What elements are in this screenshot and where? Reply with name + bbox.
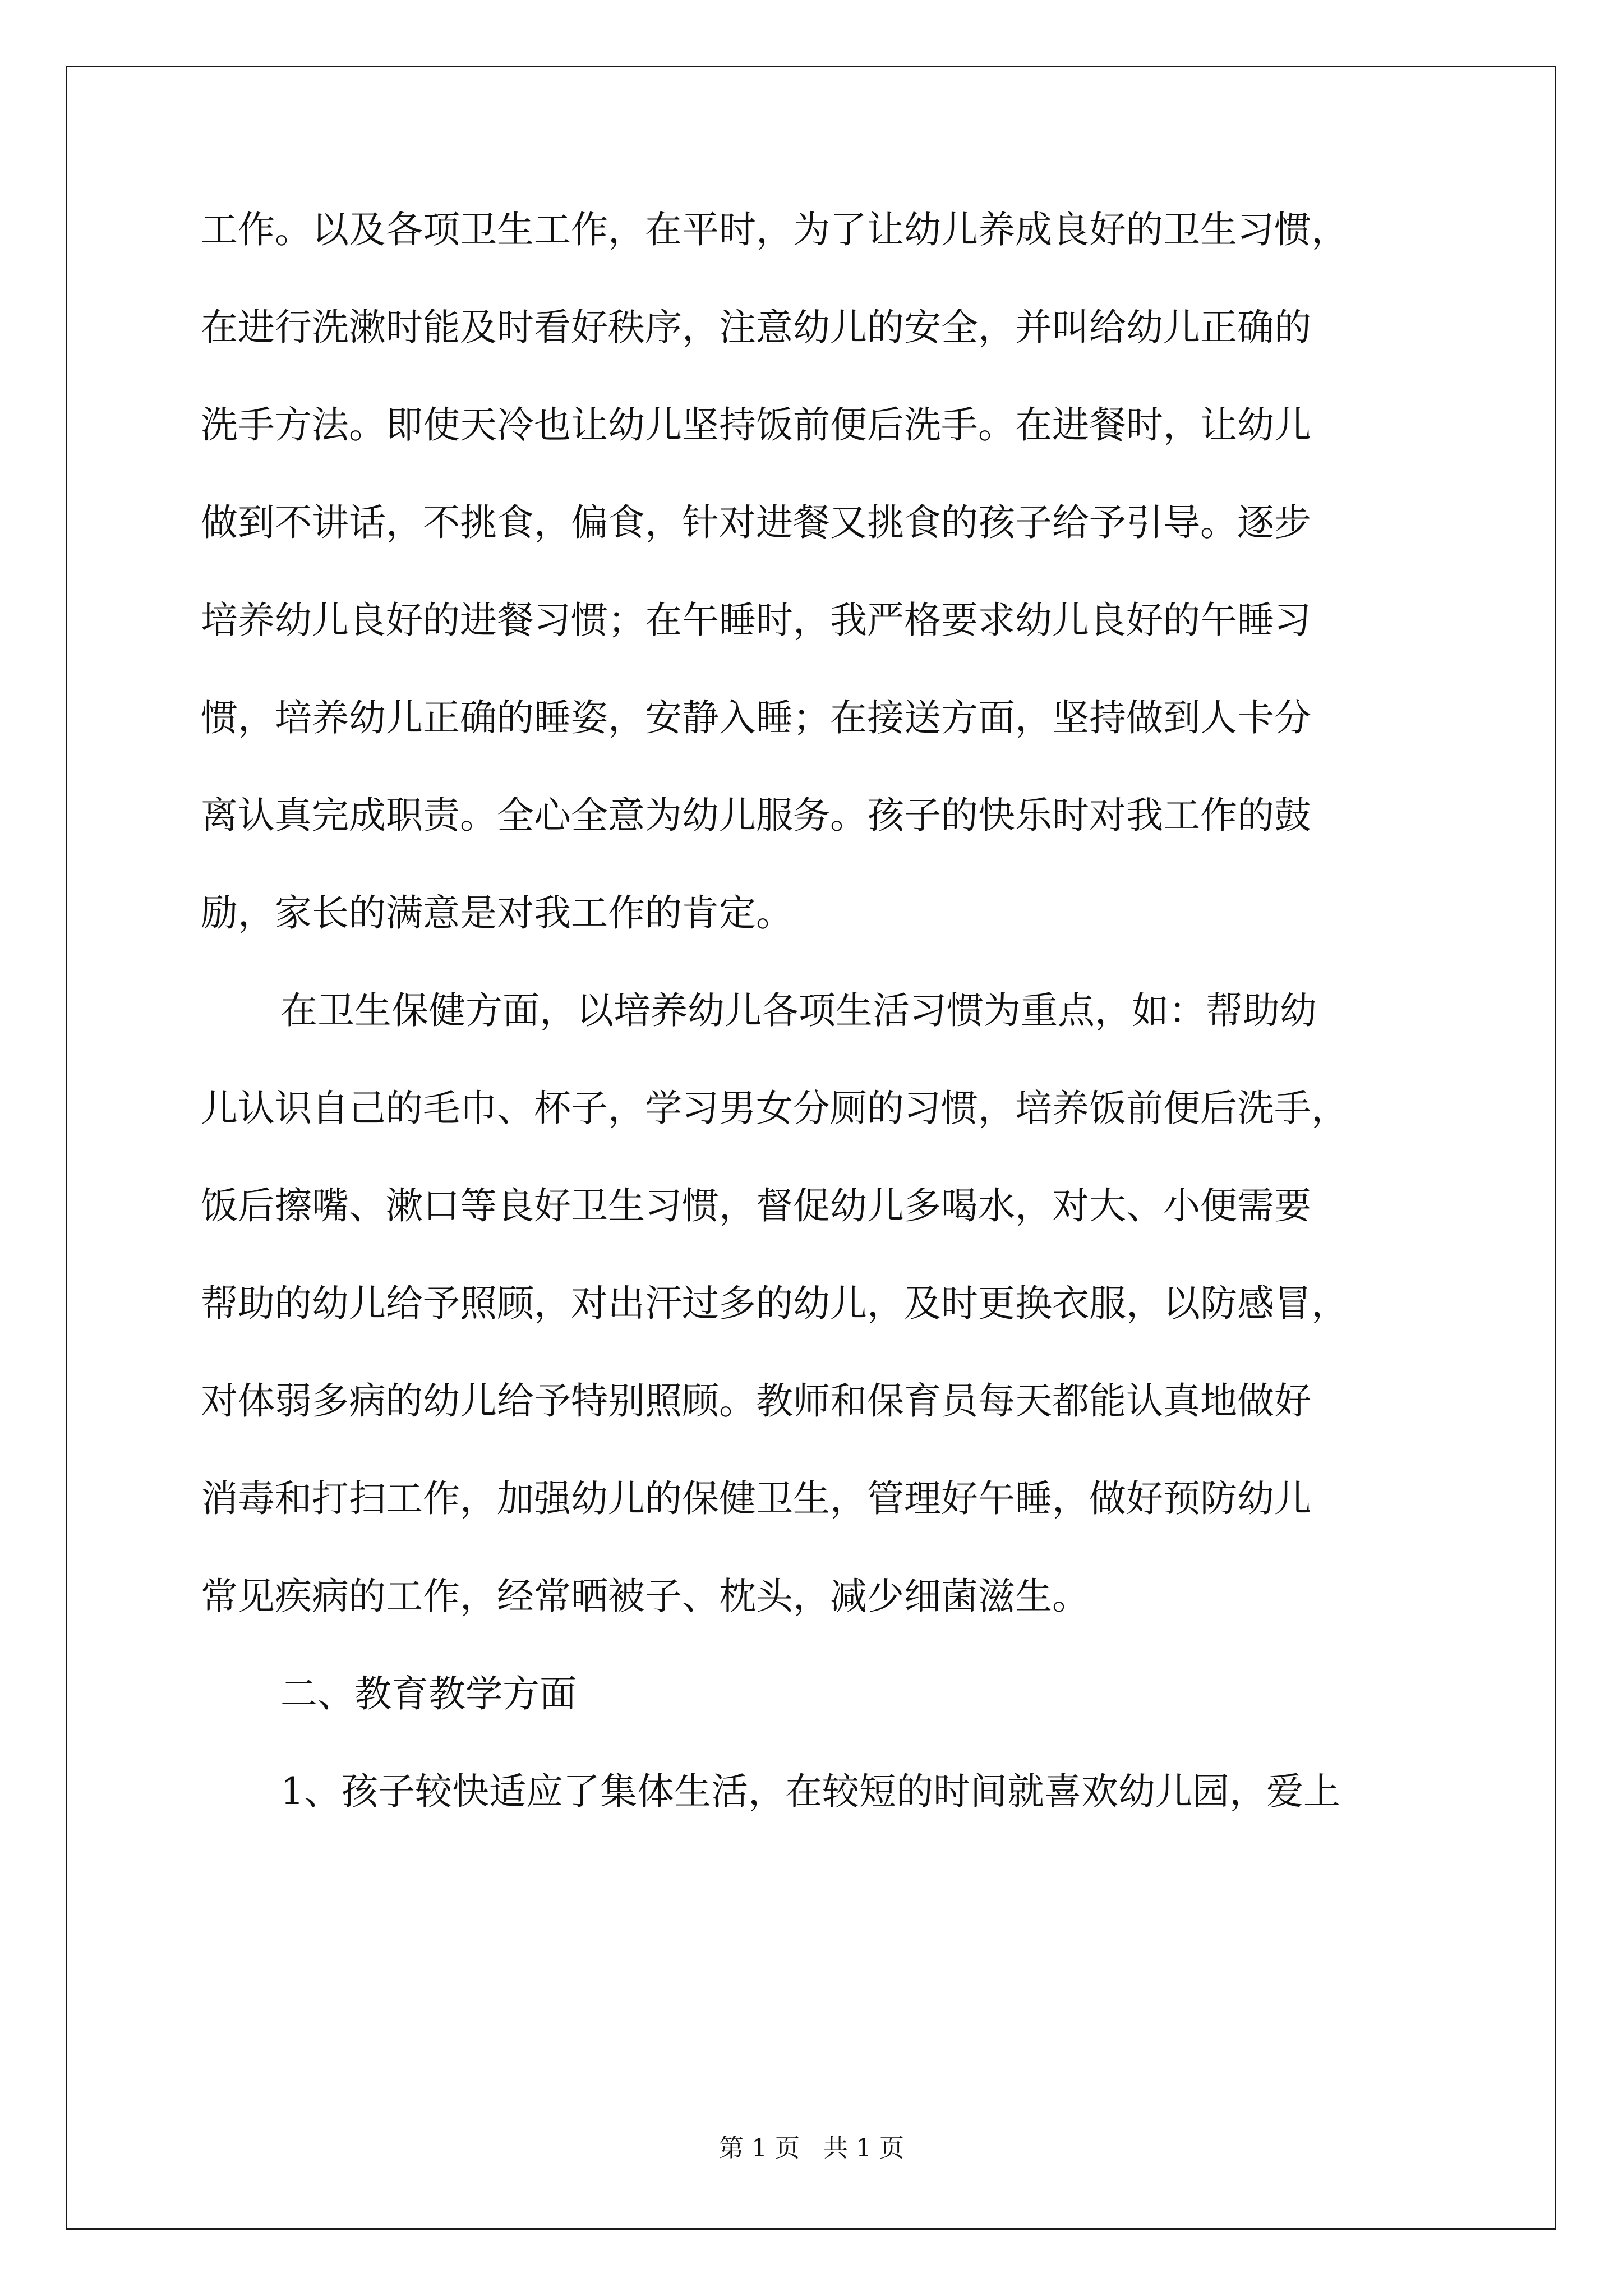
body-line-5: 培养幼儿良好的进餐习惯；在午睡时，我严格要求幼儿良好的午睡习: [201, 599, 1311, 642]
body-line-6: 惯，培养幼儿正确的睡姿，安静入睡；在接送方面，坚持做到人卡分: [201, 696, 1311, 739]
paragraph-health-line-6: 消毒和打扫工作，加强幼儿的保健卫生，管理好午睡，做好预防幼儿: [201, 1477, 1311, 1520]
section-heading-education: 二、教育教学方面: [280, 1672, 577, 1715]
paragraph-health-line-3: 饭后擦嘴、漱口等良好卫生习惯，督促幼儿多喝水，对大、小便需要: [201, 1184, 1311, 1227]
body-line-2: 在进行洗漱时能及时看好秩序，注意幼儿的安全，并叫给幼儿正确的: [201, 306, 1311, 349]
paragraph-health-line-5: 对体弱多病的幼儿给予特别照顾。教师和保育员每天都能认真地做好: [201, 1379, 1311, 1423]
list-item-1: 1、孩子较快适应了集体生活，在较短的时间就喜欢幼儿园，爱上: [280, 1770, 1340, 1813]
page-footer: 第 1 页 共 1 页: [719, 2134, 904, 2162]
page-border: [66, 66, 1556, 2230]
paragraph-health-line-1: 在卫生保健方面，以培养幼儿各项生活习惯为重点，如：帮助幼: [280, 989, 1317, 1032]
body-line-7: 离认真完成职责。全心全意为幼儿服务。孩子的快乐时对我工作的鼓: [201, 794, 1311, 837]
paragraph-health-line-7: 常见疾病的工作，经常晒被子、枕头，减少细菌滋生。: [201, 1575, 1089, 1618]
paragraph-health-line-2: 儿认识自己的毛巾、杯子，学习男女分厕的习惯，培养饭前便后洗手，: [201, 1087, 1348, 1130]
body-line-8: 励，家长的满意是对我工作的肯定。: [201, 891, 793, 935]
body-line-4: 做到不讲话，不挑食，偏食，针对进餐又挑食的孩子给予引导。逐步: [201, 501, 1311, 544]
body-line-1: 工作。以及各项卫生工作，在平时，为了让幼儿养成良好的卫生习惯，: [201, 208, 1348, 251]
paragraph-health-line-4: 帮助的幼儿给予照顾，对出汗过多的幼儿，及时更换衣服，以防感冒，: [201, 1282, 1348, 1325]
body-line-3: 洗手方法。即使天冷也让幼儿坚持饭前便后洗手。在进餐时，让幼儿: [201, 403, 1311, 447]
